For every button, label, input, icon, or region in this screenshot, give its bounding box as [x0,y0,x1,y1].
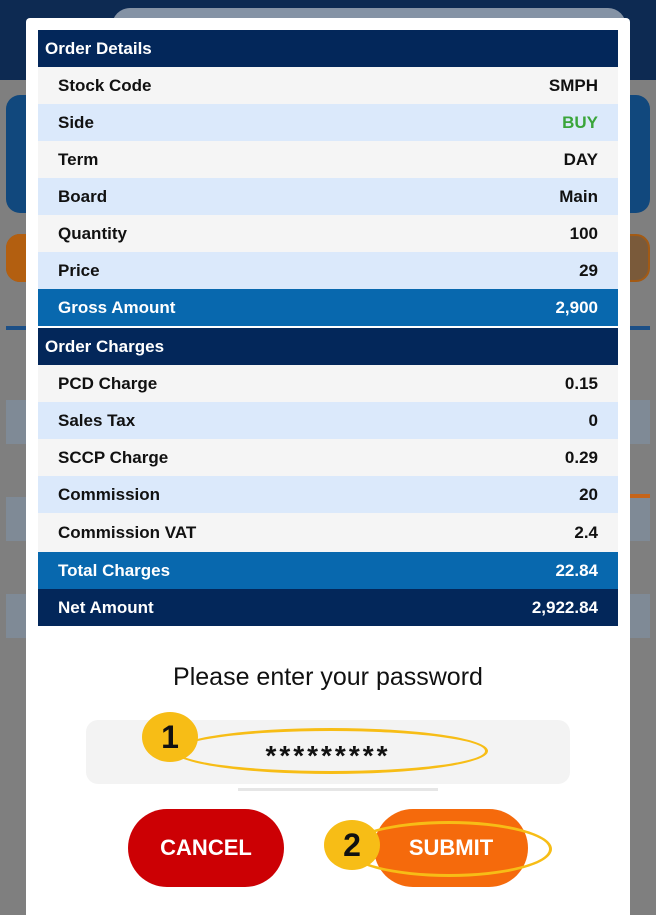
row-value: Main [559,186,598,206]
submit-button[interactable]: SUBMIT [374,809,528,887]
detail-row-stock-code [38,67,618,104]
row-label: Board [58,186,108,206]
password-highlight-ring [174,728,488,774]
row-value: 29 [579,260,598,280]
row-value: SMPH [548,75,598,95]
order-details-header [38,30,618,67]
row-label: Term [58,149,99,169]
detail-row-board [38,178,618,215]
row-value: 0.29 [564,447,598,467]
charge-row-commission-vat [38,513,618,552]
order-charges-header [38,328,618,365]
password-prompt: Please enter your password [173,663,483,691]
row-label: Total Charges [58,560,171,580]
gross-amount-row [38,289,618,326]
charge-row-commission [38,476,618,513]
detail-row-term [38,141,618,178]
section-title: Order Details [45,38,152,58]
row-value: 2.4 [574,522,598,542]
cancel-button[interactable]: CANCEL [128,809,284,887]
charge-row-sales-tax [38,402,618,439]
row-label: PCD Charge [58,373,158,393]
section-title: Order Charges [45,336,165,356]
row-value: 20 [579,484,598,504]
row-label: Commission VAT [58,522,197,542]
order-summary-table [38,30,618,626]
order-confirmation-dialog [26,18,630,915]
row-label: SCCP Charge [58,447,169,467]
row-value: 0.15 [564,373,598,393]
row-label: Stock Code [58,75,152,95]
row-label: Net Amount [58,597,154,617]
side-value-buy: BUY [562,112,598,132]
row-value: 2,900 [555,297,598,317]
background-accent [630,494,650,498]
row-value: 0 [588,410,598,430]
password-input-value[interactable]: ********* [265,740,391,771]
step-marker-1: 1 [142,712,198,762]
row-label: Price [58,260,100,280]
step-marker-2: 2 [324,820,380,870]
row-label: Gross Amount [58,297,176,317]
charge-row-sccp [38,439,618,476]
row-label: Commission [58,484,161,504]
charge-row-pcd [38,365,618,402]
net-amount-row [38,589,618,626]
password-field-underline [238,788,438,791]
detail-row-price [38,252,618,289]
row-label: Quantity [58,223,127,243]
row-value: DAY [563,149,598,169]
row-value: 2,922.84 [531,597,598,617]
detail-row-quantity [38,215,618,252]
row-value: 22.84 [555,560,598,580]
row-label: Side [58,112,94,132]
detail-row-side [38,104,618,141]
row-label: Sales Tax [58,410,136,430]
row-value: 100 [569,223,598,243]
total-charges-row [38,552,618,589]
